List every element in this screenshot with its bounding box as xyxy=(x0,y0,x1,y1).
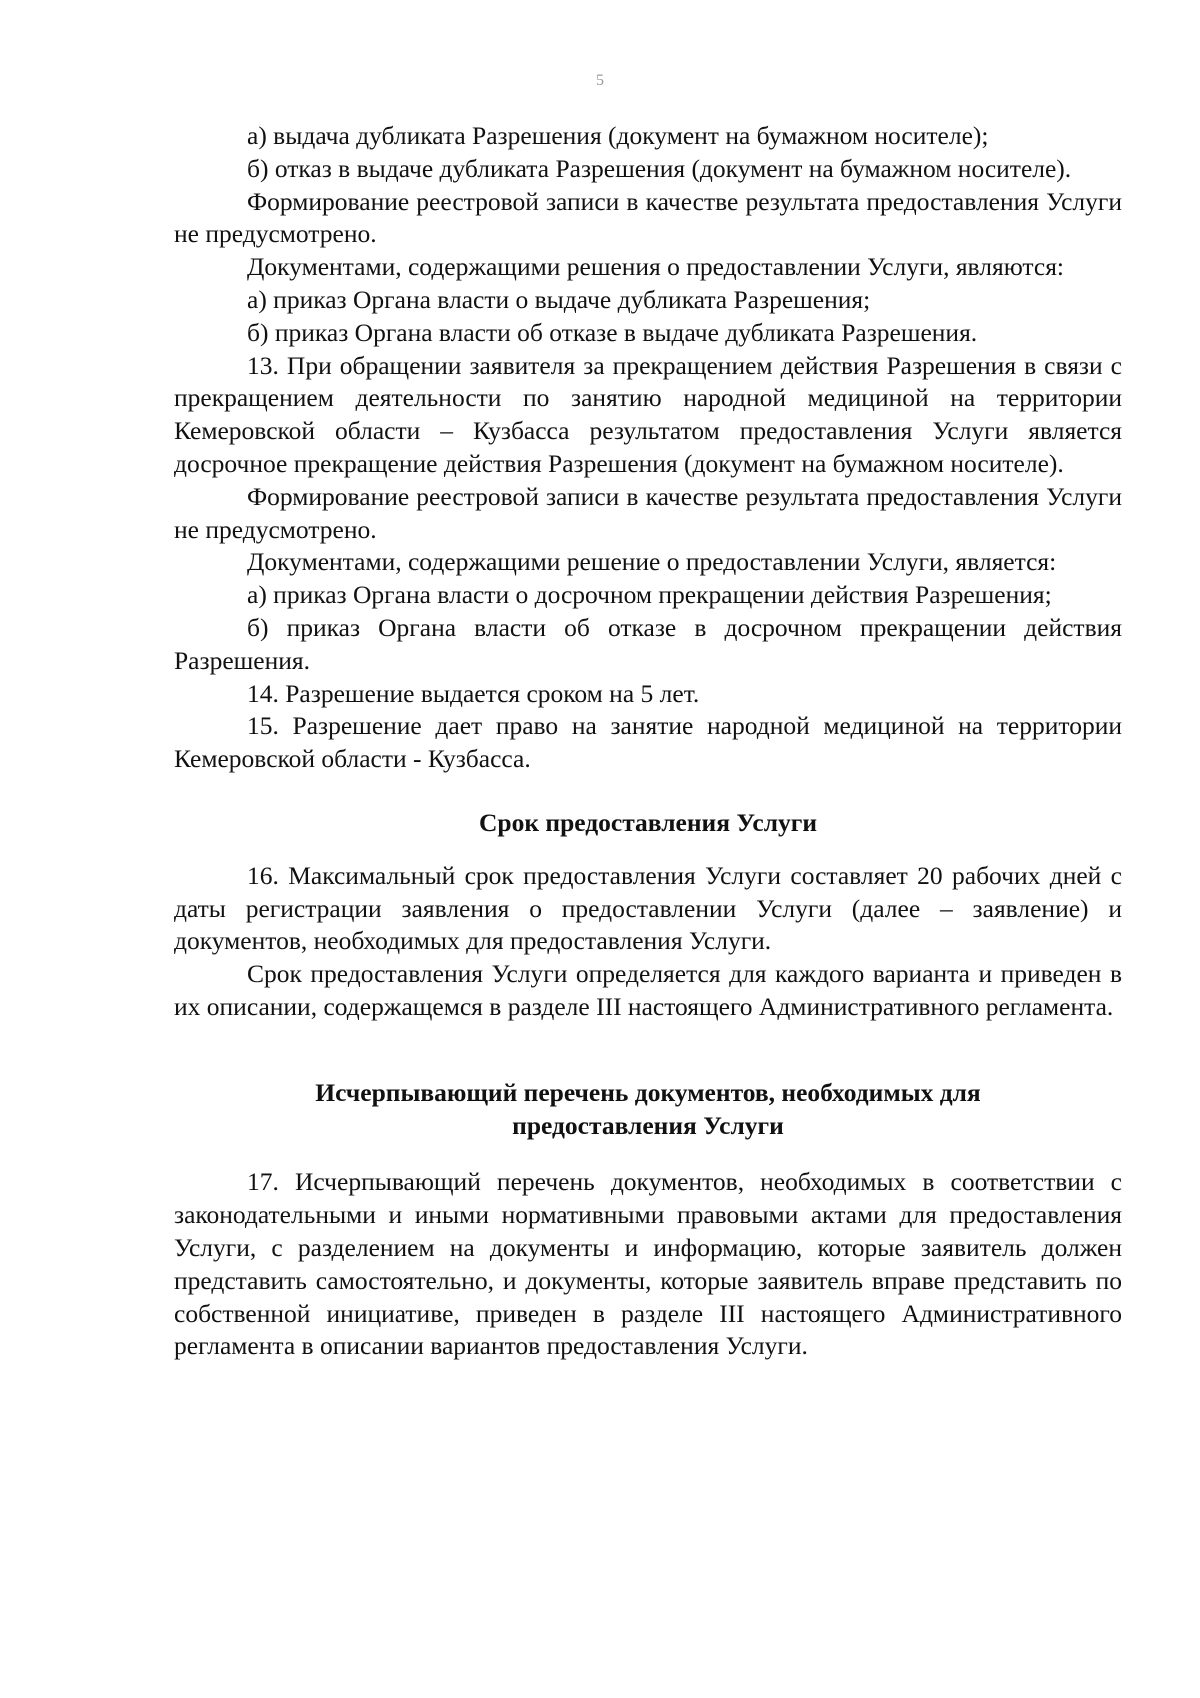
paragraph-15: 15. Разрешение дает право на занятие народной медициной на территории Кемеровской области - Кузбасса. xyxy=(174,711,1122,774)
paragraph-order-duplicate: а) приказ Органа власти о выдаче дубликата Разрешения; xyxy=(247,284,871,314)
paragraph-order-early-termination: а) приказ Органа власти о досрочном прекращении действия Разрешения; xyxy=(247,580,1052,610)
section-heading-documents-line2: предоставления Услуги xyxy=(512,1110,784,1140)
paragraph-registry-record: Формирование реестровой записи в качестве результата предоставления Услуги не предусмотрено. xyxy=(174,186,1122,249)
section-heading-documents-line1: Исчерпывающий перечень документов, необходимых для xyxy=(315,1077,981,1107)
paragraph-14: 14. Разрешение выдается сроком на 5 лет. xyxy=(247,678,700,708)
paragraph-17: 17. Исчерпывающий перечень документов, необходимых в соответствии с законодательными и иными нормативными правовыми актами для предоставления Услуги, с разделением на документы и информацию, которые заявитель должен представить самостоятельно, и документы, которые заявитель вправе представить по собственной инициативе, приведен в разделе III настоящего Административного регламента в описании вариантов предоставления Услуги. xyxy=(174,1167,1122,1361)
section-heading-service-term: Срок предоставления Услуги xyxy=(478,807,818,837)
paragraph-order-refusal-duplicate: б) приказ Органа власти об отказе в выдаче дубликата Разрешения. xyxy=(247,317,978,347)
paragraph-decision-document-2: Документами, содержащими решение о предоставлении Услуги, является: xyxy=(247,547,1057,577)
document-body xyxy=(174,120,1122,1363)
paragraph-order-refusal-termination: б) приказ Органа власти об отказе в досрочном прекращении действия Разрешения. xyxy=(174,612,1122,675)
paragraph-item-b-refusal-duplicate: б) отказ в выдаче дубликата Разрешения (документ на бумажном носителе). xyxy=(247,153,1072,183)
paragraph-decision-documents: Документами, содержащими решения о предоставлении Услуги, являются: xyxy=(247,252,1065,282)
section-heading-documents-list xyxy=(174,1077,1122,1143)
page-number: 5 xyxy=(596,72,604,89)
paragraph-16: 16. Максимальный срок предоставления Услуги составляет 20 рабочих дней с даты регистрации заявления о предоставлении Услуги (далее – заявление) и документов, необходимых для предоставления Услуги. xyxy=(174,860,1122,956)
paragraph-item-a-duplicate: а) выдача дубликата Разрешения (документ на бумажном носителе); xyxy=(247,121,989,150)
paragraph-13: 13. При обращении заявителя за прекращением действия Разрешения в связи с прекращением деятельности по занятию народной медициной на территории Кемеровской области – Кузбасса результатом предоставления Услуги является досрочное прекращение действия Разрешения (документ на бумажном носителе). xyxy=(174,350,1122,478)
paragraph-registry-record-2: Формирование реестровой записи в качестве результата предоставления Услуги не предусмотрено. xyxy=(174,481,1122,544)
paragraph-term-variants: Срок предоставления Услуги определяется для каждого варианта и приведен в их описании, содержащемся в разделе III настоящего Административного регламента. xyxy=(174,959,1122,1021)
